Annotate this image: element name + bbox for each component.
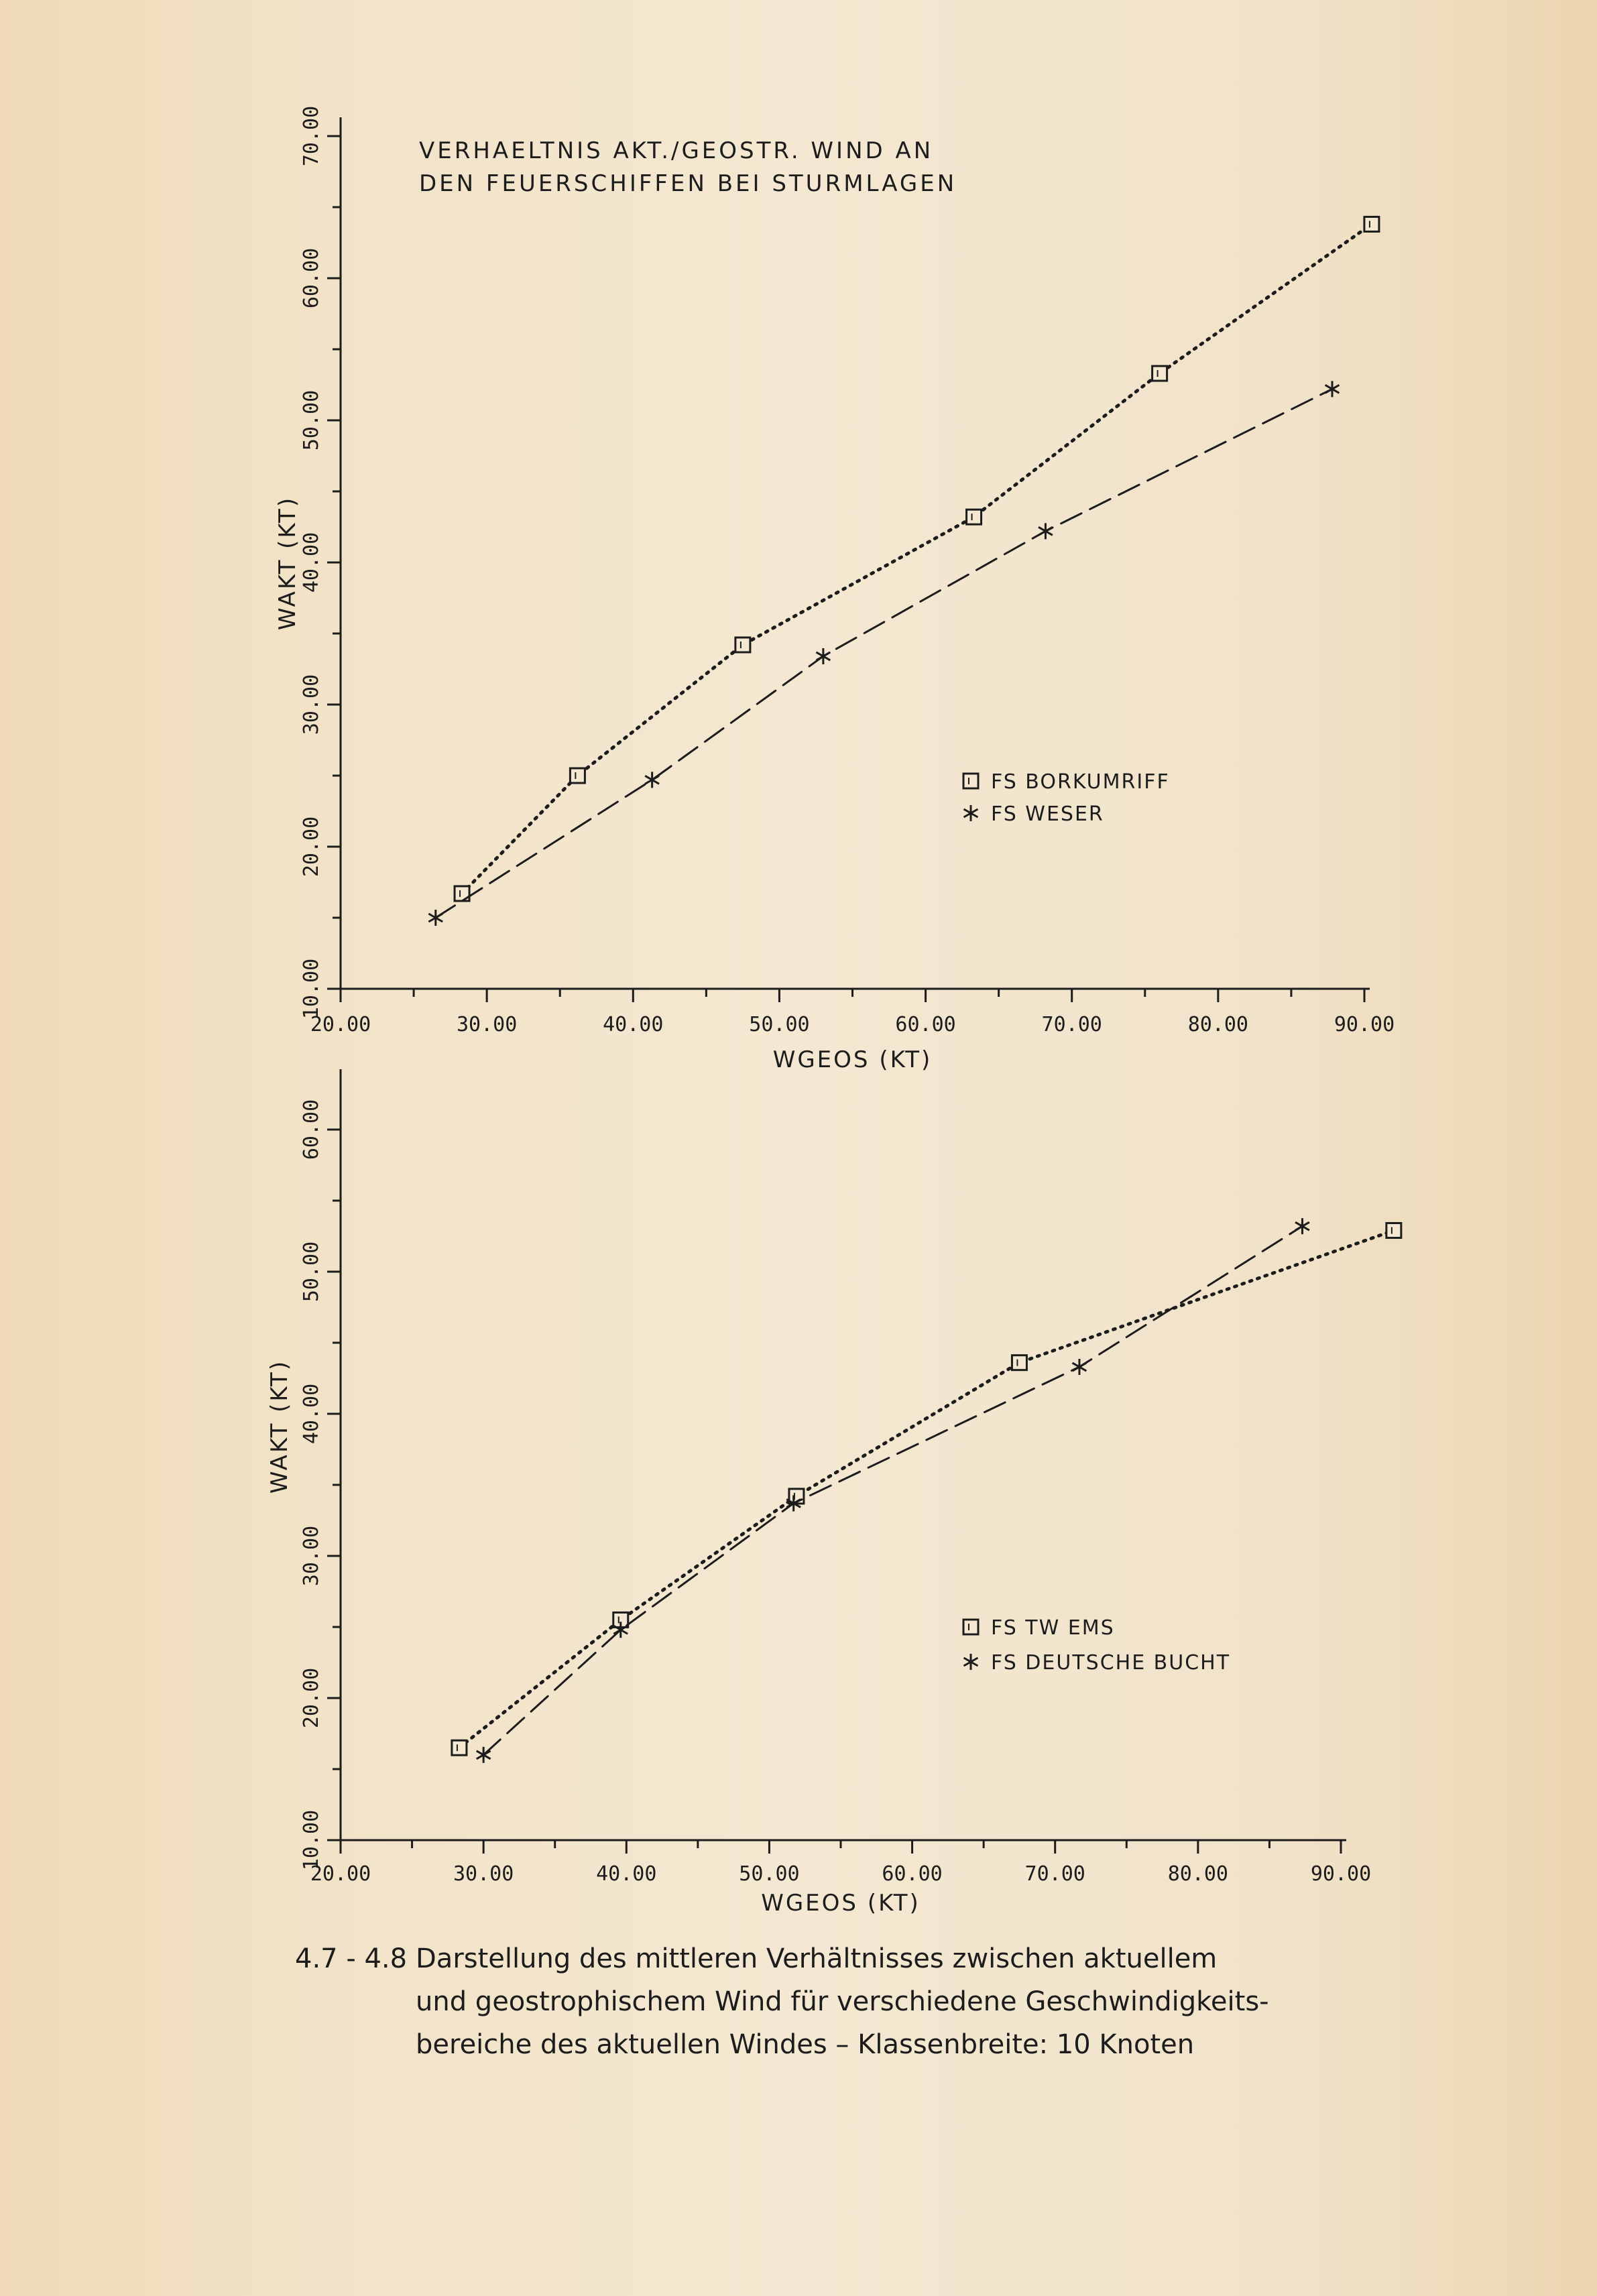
- chart1-x-tick-label: 50.00: [749, 1013, 810, 1036]
- chart1-series-1-point: [735, 638, 750, 652]
- chart2-x-tick-label: 30.00: [453, 1862, 514, 1886]
- chart1-x-tick-label: 40.00: [603, 1013, 664, 1036]
- chart2-x-tick-label: 20.00: [310, 1862, 371, 1886]
- chart1-title-line-2: DEN FEUERSCHIFFEN BEI STURMLAGEN: [419, 170, 957, 197]
- chart2-series-1-point: [1386, 1223, 1401, 1238]
- chart2-legend-label-1: FS TW EMS: [991, 1616, 1115, 1640]
- chart2-legend-marker-1: [963, 1620, 978, 1634]
- chart2-series-1-line: [459, 1231, 1394, 1748]
- chart1-series-1-point: [1152, 366, 1167, 381]
- chart1-series-1-point: [967, 509, 982, 524]
- chart2-x-tick-label: 40.00: [596, 1862, 657, 1886]
- chart1-title-line-1: VERHAELTNIS AKT./GEOSTR. WIND AN: [419, 137, 934, 164]
- chart1-series-1-point: [1364, 217, 1379, 231]
- chart2-y-tick-label: 10.00: [300, 1809, 323, 1871]
- chart2-legend-label-2: FS DEUTSCHE BUCHT: [991, 1651, 1231, 1675]
- chart2-y-tick-label: 40.00: [300, 1383, 323, 1445]
- chart1-legend-marker-1: [963, 774, 978, 788]
- chart1-x-tick-label: 80.00: [1187, 1013, 1249, 1036]
- caption-line-3: bereiche des aktuellen Windes – Klassenbreite: 10 Knoten: [416, 2029, 1195, 2060]
- chart1-legend-label-1: FS BORKUMRIFF: [991, 770, 1170, 794]
- chart1-y-tick-label: 20.00: [300, 816, 323, 878]
- chart1-x-axis-title: WGEOS (KT): [772, 1046, 933, 1073]
- chart2-series-1-point: [452, 1740, 467, 1755]
- chart1-legend-label-2: FS WESER: [991, 802, 1104, 826]
- chart1-series-1-line: [462, 224, 1372, 894]
- chart1-y-tick-label: 30.00: [300, 674, 323, 735]
- chart2-y-axis-title: WAKT (KT): [266, 1359, 293, 1494]
- chart2-y-tick-label: 50.00: [300, 1241, 323, 1303]
- chart1-x-tick-label: 70.00: [1041, 1013, 1102, 1036]
- chart1-y-tick-label: 10.00: [300, 958, 323, 1020]
- chart1-series-1-point: [570, 768, 585, 783]
- chart1: [274, 106, 1395, 1073]
- chart2-y-tick-label: 60.00: [300, 1099, 323, 1160]
- chart1-y-tick-label: 70.00: [300, 105, 323, 167]
- chart1-y-tick-label: 50.00: [300, 389, 323, 451]
- chart2-x-tick-label: 70.00: [1024, 1862, 1085, 1886]
- chart1-x-tick-label: 20.00: [310, 1013, 371, 1036]
- chart1-y-tick-label: 40.00: [300, 532, 323, 593]
- chart2-x-tick-label: 90.00: [1310, 1862, 1372, 1886]
- chart2-series-2-line: [483, 1226, 1302, 1755]
- chart1-x-tick-label: 90.00: [1334, 1013, 1395, 1036]
- chart2-x-axis-title: WGEOS (KT): [761, 1890, 921, 1917]
- caption-figure-number: 4.7 - 4.8: [295, 1943, 408, 1974]
- chart1-y-tick-label: 60.00: [300, 247, 323, 309]
- chart2: [266, 1069, 1401, 1917]
- chart1-x-tick-label: 30.00: [456, 1013, 518, 1036]
- caption-line-2: und geostrophischem Wind für verschiedene Geschwindigkeits-: [416, 1986, 1269, 2017]
- chart1-y-axis-title: WAKT (KT): [274, 495, 301, 631]
- chart1-series-2-line: [436, 389, 1332, 918]
- chart2-x-tick-label: 50.00: [739, 1862, 800, 1886]
- chart1-x-tick-label: 60.00: [895, 1013, 956, 1036]
- caption-line-1: Darstellung des mittleren Verhältnisses zwischen aktuellem: [416, 1943, 1218, 1974]
- chart2-x-tick-label: 80.00: [1167, 1862, 1229, 1886]
- chart2-series-1-point: [1012, 1355, 1026, 1370]
- chart2-y-tick-label: 30.00: [300, 1525, 323, 1587]
- chart2-y-tick-label: 20.00: [300, 1667, 323, 1729]
- chart2-x-tick-label: 60.00: [882, 1862, 943, 1886]
